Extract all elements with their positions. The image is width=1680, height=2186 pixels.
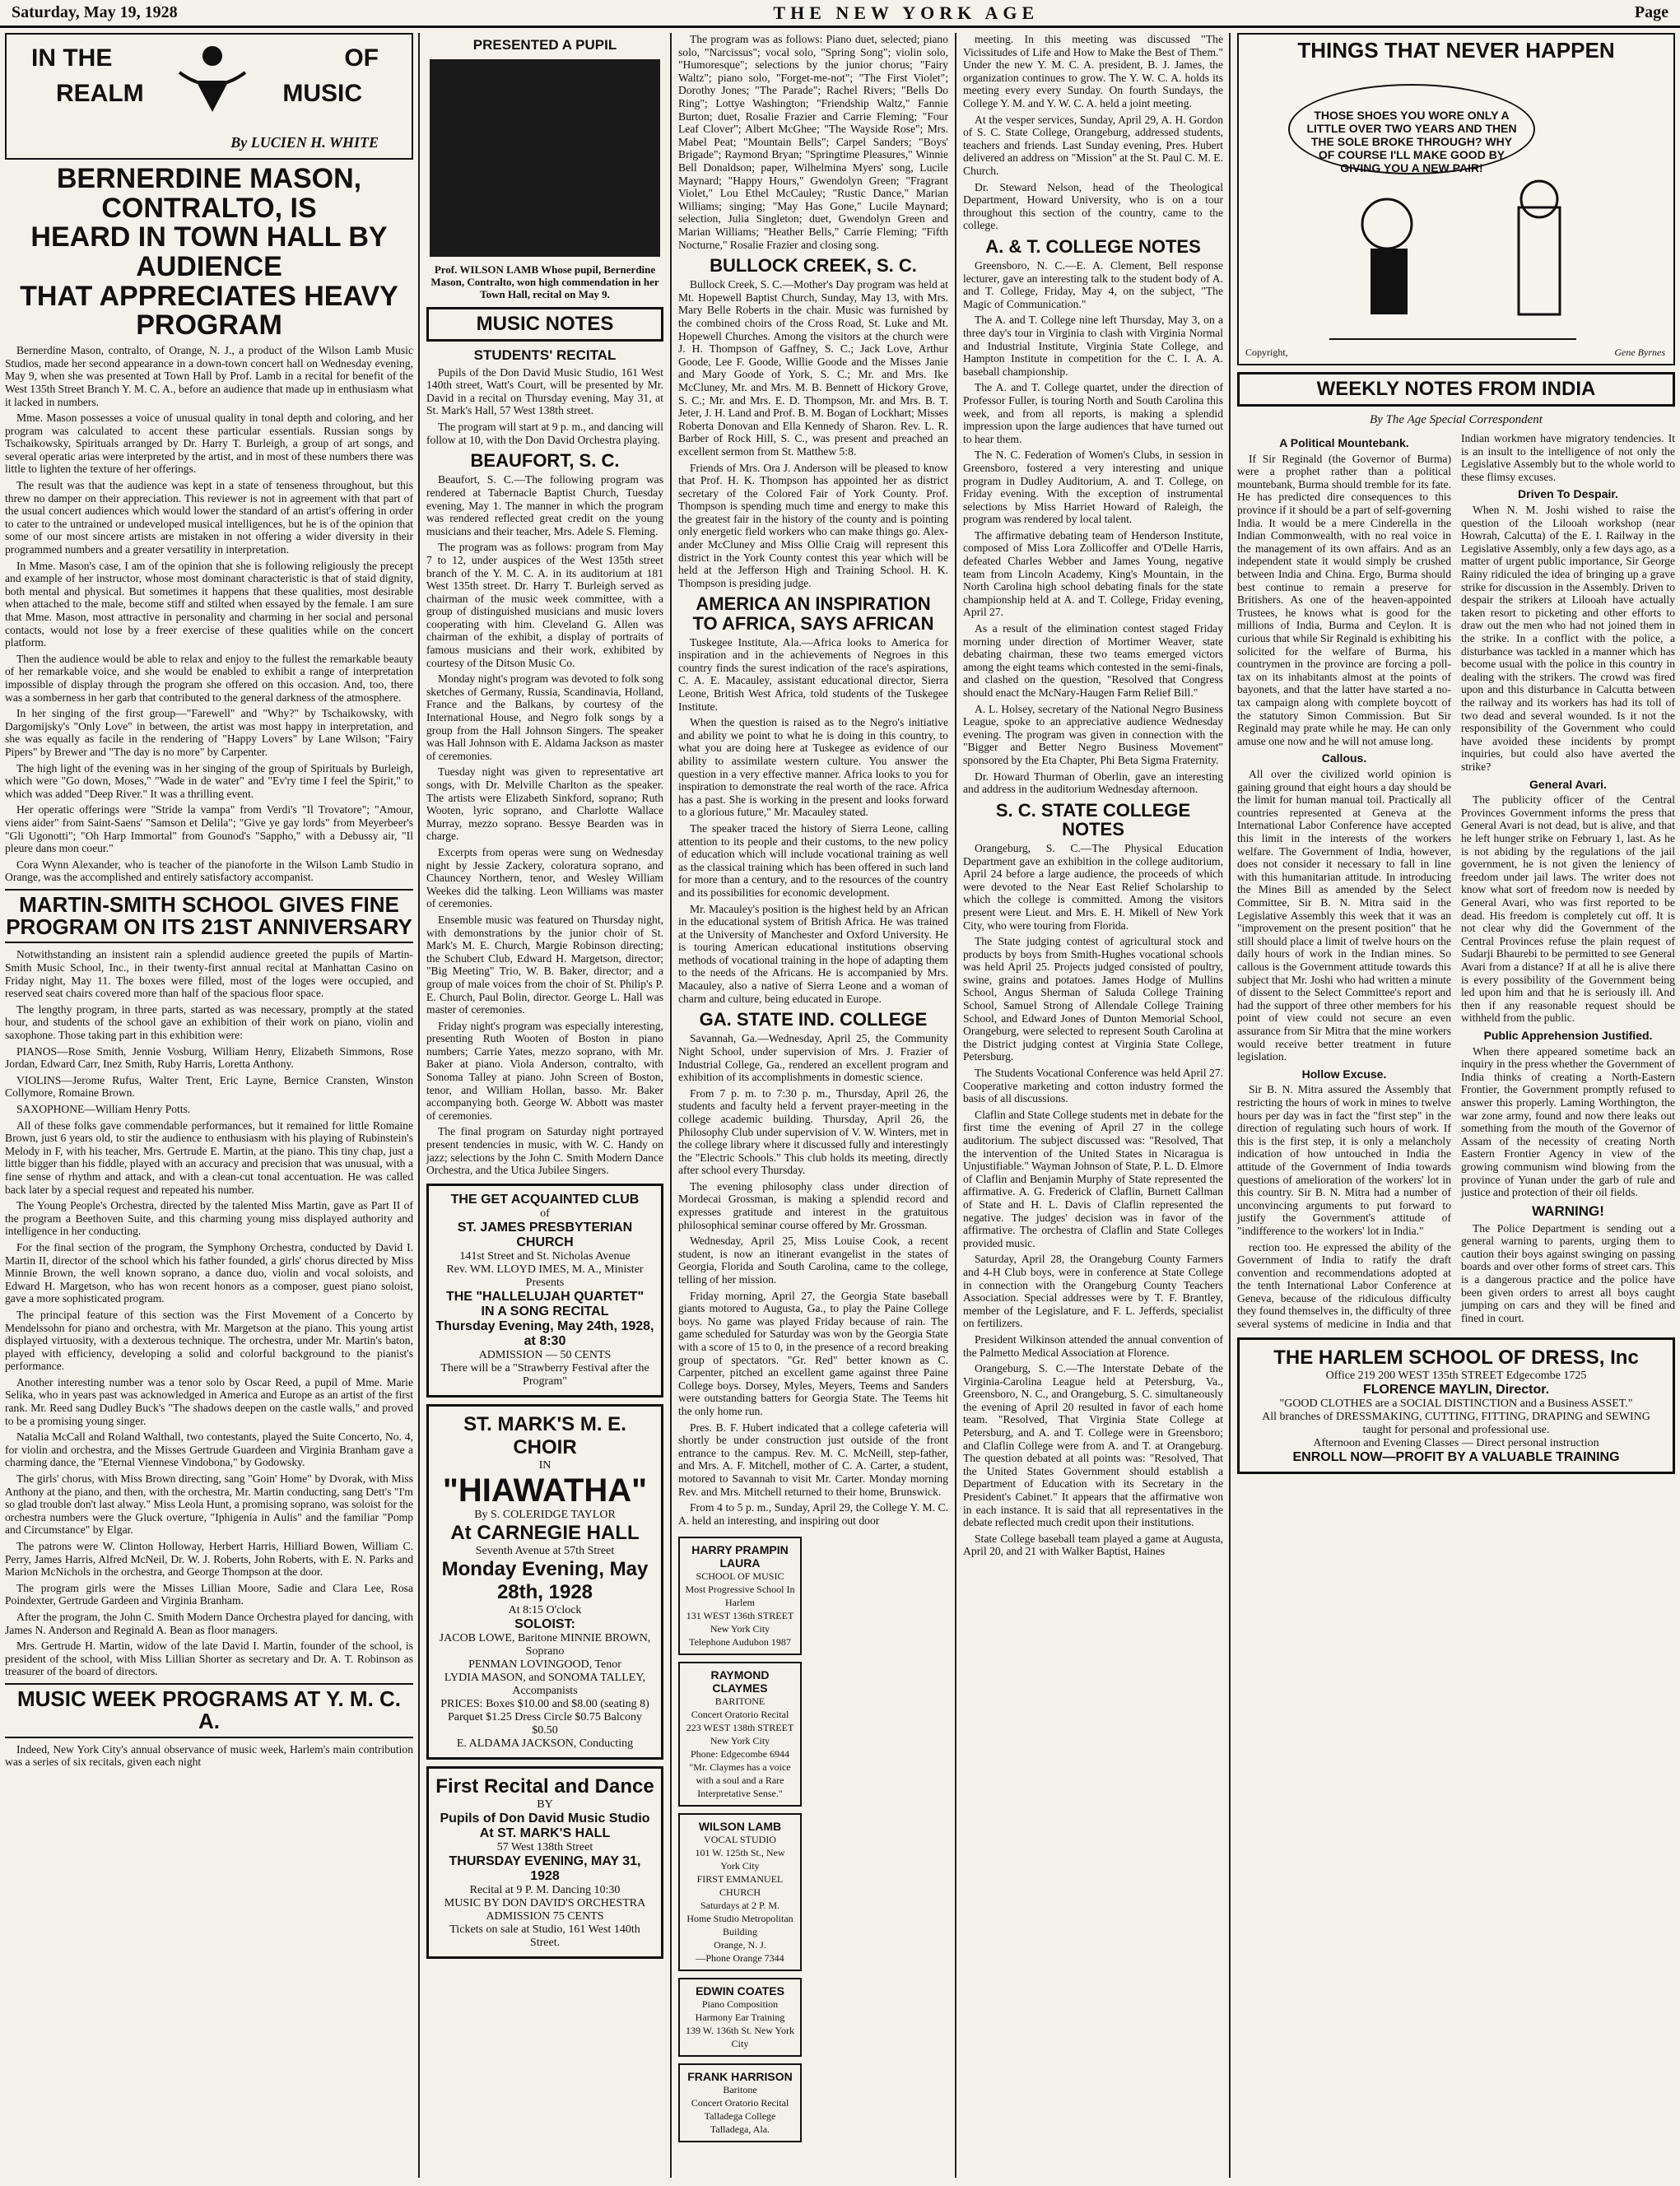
paragraph: Cora Wynn Alexander, who is teacher of the pianoforte in the Wilson Lamb Studio in Orange, was the accomplished and entirely satisfactory accompanist. [5, 858, 413, 884]
paragraph: rection too. He expressed the ability of the Government of India to ratify the draft convention and recommendations adopted at the tenth International Labor Conference at Geneva, because of the ridiculous difficulty they found themselves in, the difficulty of three several systems of medicine in India and that Indian workmen have migratory tendencies. It is an insult to the intelligence of not only the Legislative Assembly but to the whole world to these flimsy excuses. [1237, 432, 1675, 1331]
paragraph: meeting. In this meeting was discussed "The Vicissitudes of Life and How to Make the Best of Them." Under the new Y. M. C. A. president, B. J. James, the organization continues to grow. The Y. W. C. A. holds its meeting every every Sunday. On fourth Sundays, the College Y. M. and Y. W. C. A. held a joint meeting. [963, 33, 1223, 109]
lyre-ornament-icon [171, 40, 254, 114]
header-word: REALM [56, 80, 144, 107]
subhead: Public Apprehension Justified. [1483, 1028, 1653, 1042]
card-frank-harrison: FRANK HARRISON Baritone Concert Oratorio Recital Talladega College Talladega, Ala. [678, 2063, 802, 2142]
subhead: General Avari. [1529, 777, 1607, 791]
column-rule [670, 33, 672, 2178]
paragraph: Friday night's program was especially interesting, presenting Ruth Wooten of Boston in piano numbers; Carrie Yates, mezzo soprano, with Mr. Baker at piano. Viola Anderson, contralto, with Sonoma Talley at piano. John Screen of Boston, tenor, and William Hollan, basso. Mr. Baker accompanying both. George W. Abbott was master of ceremonies. [426, 1019, 663, 1122]
card-wilson-lamb: WILSON LAMB VOCAL STUDIO 101 W. 125th St., New York City FIRST EMMANUEL CHURCH Saturdays at 2 P. M. Home Studio Metropolitan Building Orange, N. J. —Phone Orange 7344 [678, 1813, 802, 1971]
photo-heading: PRESENTED A PUPIL [472, 37, 617, 53]
headline: AMERICA AN INSPIRATION TO AFRICA, SAYS AFRICAN [692, 593, 934, 634]
paragraph: State College baseball team played a game at Augusta, April 20, and 21 with Walker Baptist, Haines [963, 1532, 1223, 1558]
paragraph: The A. and T. College nine left Thursday, May 3, on a three day's tour in Virginia to clash with Virginia Normal and Industrial Institute, Virginia State College, and Hampton Institute in competition for the C. I. A. A. baseball championship. [963, 314, 1223, 378]
header-word: IN THE [31, 44, 113, 72]
paragraph: The State judging contest of agricultural stock and products by boys from Smith-Hughes vocational schools was held April 25. Projects judged consisted of poultry, swine, grains and potatoes. James Hodge of Mullins School, Angus Sherman of Saluda College Training School, Samuel Strong of Allendale College Training School, and Edward Jones of Dunton Memorial School, Orangeburg, were selected to represent South Carolina at the District judging contest at Virginia State College, Petersburg. [963, 935, 1223, 1063]
advertisement-harlem-school-of-dress: THE HARLEM SCHOOL OF DRESS, Inc Office 219 200 WEST 135th STREET Edgecombe 1725 FLORENCE MAYLIN, Director. "GOOD CLOTHES are a SOCIAL DISTINCTION and a Business ASSET." All branches of DRESSMAKING, CUTTING, FITTING, DRAPING and SEWING taught for personal and professional use. Afternoon and Evening Classes — Direct personal instruction ENROLL NOW—PROFIT BY A VALUABLE TRAINING [1237, 1337, 1675, 1474]
paragraph: Orangeburg, S. C.—The Physical Education Department gave an exhibition in the college auditorium, April 24 before a large audience, the proceeds of which were devoted to the Near East Relief Scholarship to which the college is committed. Among the visitors present were Lieut. and Mrs. E. H. Mikell of New York City, who were touring from Florida. [963, 841, 1223, 932]
byline: By LUCIEN H. WHITE [230, 134, 379, 151]
subhead: A. & T. COLLEGE NOTES [985, 235, 1201, 257]
cartoon [1237, 33, 1675, 365]
card-edwin-coates: EDWIN COATES Piano Composition Harmony Ear Training 139 W. 136th St. New York City [678, 1978, 802, 2057]
subhead: WARNING! [1532, 1202, 1604, 1219]
issue-date: Saturday, May 19, 1928 [12, 3, 178, 21]
header-word: MUSIC [282, 80, 362, 107]
card-claymes: RAYMOND CLAYMES BARITONE Concert Oratorio Recital 223 WEST 138th STREET New York City Phone: Edgecombe 6944 "Mr. Claymes has a voice with a soul and a Rare Interpretative Sense." [678, 1662, 802, 1807]
header-word: OF [344, 44, 379, 72]
paragraph: Orangeburg, S. C.—The Interstate Debate of the Virginia-Carolina League held at Petersburg, Va., Greensboro, N. C., and Orangeburg, S. C. simultaneously the evening of April 20 resulted in favor of each home team. "Resolved, That Virginia State College at Petersburg, and A. and T. College were in Greensboro; and Claflin College were from A. and T. at Orangeburg. The question debated at all points was: "Resolved, That the United States Government should establish a Department of Education with its Secretary in the President's Cabinet." It appears that the affirmative won in each instance. It is said that all representatives in the debate reflected much credit upon their institutions. [963, 1362, 1223, 1529]
paragraph: Mrs. Gertrude H. Martin, widow of the late David I. Martin, founder of the school, is president of the school, with Miss Lillian Shorter as secretary and Dr. A. T. Robinson as treasurer of the board of directors. [5, 1640, 413, 1678]
paragraph: When N. M. Joshi wished to raise the question of the Lilooah workshop (near Howrah, Calcutta) of the E. I. Railway in the Legislative Assembly, only a few days ago, as a matter of urgent public importance, Sir George Rainy ridiculed the idea of bringing up a grave strike for discussion in the Assembly. Driven to despair the strikers at Lilooah have actually taken resort to picketing and other efforts to draw out the men who had not joined them in the strike. In a conflict with the police, a disturbance was tackled in a manner which has become usual with the police in this country in dealing with the strikers. The crowd was fired upon and this disturbance in Calcutta between the railway and its workers has had its toll of two dead and several wounded. Is it not the responsibility of the Government who could have avoided these incidents by prompt inquiries, but could also have averted the strike? [1461, 504, 1675, 773]
headline: BERNERDINE MASON, CONTRALTO, IS HEARD IN TOWN HALL BY AUDIENCE THAT APPRECIATES HEAVY PROGRAM [20, 163, 398, 342]
subhead: BEAUFORT, S. C. [470, 450, 620, 472]
paragraph: Mr. Macauley's position is the highest held by an African in the educational system of British Africa. He was trained at the University of Manchester and Oxford University. He is touring American educational institutions observing methods of vocational training in the hope of adapting them to the needs of the Africans. He is accompanied by Mrs. Macauley, also a native of Sierra Leone and a woman of charm and culture, being educated in Europe. [678, 902, 948, 1005]
paragraph: Friends of Mrs. Ora J. Anderson will be pleased to know that Prof. H. K. Thompson has appointed her as district secretary of the Colored Fair of York County. Prof. Thompson is spending much time and energy to make this the greatest fair in the history of the county and is pointing only energetic field workers who can make things go. Alex-ander McCluney and Miss Ollie Craig will represent this district in the York County contest this year which will be held at the Jefferson High and Training School. H. K. Thompson is presiding judge. [678, 461, 948, 589]
paragraph: The Students Vocational Conference was held April 27. Cooperative marketing and cotton industry formed the basis of all discussions. [963, 1067, 1223, 1105]
paragraph: From 7 p. m. to 7:30 p. m., Thursday, April 26, the students and faculty held a fervent prayer-meeting in the college academic building. Thursday, April 26, the Philosophy Club under supervision of V. W. Winters, met in the college library where it discussed fully and interestingly the "Electric Schools." This club holds its meeting, directly after school every Thursday. [678, 1086, 948, 1177]
paragraph: The A. and T. College quartet, under the direction of Professor Fuller, is touring North and South Carolina this week, and from all reports, is making a splendid impression upon the large audiences that have turned out to hear them. [963, 381, 1223, 445]
paragraph: The patrons were W. Clinton Holloway, Herbert Harris, Hilliard Bowen, William C. Perry, James Harris, Alfred McNeil, Dr. W. J. Roberts, John Roberts, with E. N. Parks and Marion McNichols in the orchestra, and George Thompson at the door. [5, 1540, 413, 1579]
paragraph: In her singing of the first group—"Farewell" and "Why?" by Tschaikowsky, with Dargomijsky's "Only Love" in between, the artist was most happy in interpretation, and she was equally as facile in the rendering of "Happy Lovers" by Lane Wilson; "Fairy Pipers" by Brewer and "The day is no more" by Carpenter. [5, 707, 413, 758]
subhead: GA. STATE IND. COLLEGE [699, 1009, 928, 1030]
paragraph: The high light of the evening was in her singing of the group of Spirituals by Burleigh, which were "Go down, Moses," "Wade in de water" and "Ev'ry time I feel the Spirit," to which was added "Deep River." It was a thrilling event. [5, 761, 413, 800]
column-music [0, 33, 418, 2179]
column-india [1232, 33, 1680, 2179]
paragraph: SAXOPHONE—William Henry Potts. [16, 1103, 191, 1115]
paragraph: Tuesday night was given to representative art songs, with Dr. Melville Charlton as the speaker. The artists were Elizabeth Sinkford, soprano; Ruth Wooten, lyric soprano, and Charlotte Wallace Murray, mezzo soprano. Bessye Bearden was in charge. [426, 765, 663, 843]
paragraph: Her operatic offerings were "Stride la vampa" from Verdi's "Il Trovatore"; "Amour, viens aider" from Saint-Saens' "Samson et Delila"; "Give ye gay lords" from Meyerbeer's "Gli Ugonotti"; "Oh Harp Immortal" from Gounod's "Sappho," with a Debussy air, "Il pleure dans mon coeur." [5, 803, 413, 855]
advertisement-recital-dance: First Recital and Dance BY Pupils of Don David Music Studio At ST. MARK'S HALL 57 West 138th Street THURSDAY EVENING, MAY 31, 1928 Recital at 9 P. M. Dancing 10:30 MUSIC BY DON DAVID'S ORCHESTRA ADMISSION 75 CENTS Tickets on sale at Studio, 161 West 140th Street. [426, 1766, 663, 1959]
paragraph: Sir B. N. Mitra assured the Assembly that restricting the hours of work in mines to twelve hours per day was in fact the "first step" in the direction of regulating such hours of work. If this is the first step, it is only a melancholy indication of how untouched in India the attitude of the Government of India towards questions of amelioration of the workers' lot in this country. Sir B. N. Mitra had a number of unconvincing arguments to put forward to justify the Government's attitude of "indifference to the workers' lot in India." [1237, 1083, 1451, 1237]
card-column [678, 1530, 802, 2149]
paragraph: As a result of the elimination contest staged Friday morning under direction of Mortimer Weaver, state debating chairman, these two teams emerged victors among the eight teams which contested in the semi-finals, and clashed on the question, "Resolved that Congress should enact the McNary-Haugen Farm Relief Bill." [963, 622, 1223, 699]
subhead: Callous. [1321, 751, 1367, 765]
paragraph: The publicity officer of the Central Provinces Government informs the press that General Avari is not dead, but is alive, and that he left hunger strike on February 1, last. As he is not abiding by the regulations of the jail government, he is not given the leniency of freedom under jail laws. The writer does not know what sort of freedom now is needed by General Avari, who was first reported to be dead. His freedom is completely cut off. It is not clear why did the Government of the Central Provinces refuse the plain request of Sudarji Bhaurebi to be permitted to see General Avari from a distance? If at all he is alive there is every possibility of the Government being led upon him and that he is seriously ill. And then if any reasonable request should be withheld from the public. [1461, 793, 1675, 1025]
paragraph: Saturday, April 28, the Orangeburg County Farmers and 4-H Club boys, were in conference at State College in connection with the Orangeburg County Teachers Association. Special addresses were by T. F. Brantley, member of the Legislature, and F. L. Jefferds, specialist on fertilizers. [963, 1253, 1223, 1330]
paragraph: From 4 to 5 p. m., Sunday, April 29, the College Y. M. C. A. held an interesting, and inspiring out door [678, 1501, 948, 1527]
paragraph: Excerpts from operas were sung on Wednesday night by Jessie Zackery, coloratura soprano, and Chauncey Northern, tenor, and Wesley William Weekes did the talking. Leon Williams was master of ceremonies. [426, 845, 663, 910]
paragraph: Claflin and State College students met in debate for the first time the evening of April 27 in the college auditorium. The subject discussed was: "Resolved, That the intervention of the United States in Nicaragua is Unjustifiable." Wayman Johnson of State, P. L. D. Elmore of Claflin and Benjamin Murphy of State represented the affirmative. A. G. Frederick of Claflin, Burnett Callman of State and H. L. Davis of Claflin represented the negative. The judges' decision was in favor of the affirmative. The orchestra of Claflin and State Colleges provided music. [963, 1108, 1223, 1249]
india-notes-body [1237, 432, 1675, 1331]
paragraph: Pupils of the Don David Music Studio, 161 West 140th street, Watt's Court, will be presented by Mr. David in a recital on Thursday evening, May 31, at St. Mark's Hall, 57 West 138th street. [426, 365, 663, 417]
headline: MUSIC WEEK PROGRAMS AT Y. M. C. A. [5, 1683, 413, 1738]
paragraph: After the program, the John C. Smith Modern Dance Orchestra played for dancing, with James N. Anderson and Reginald A. Bean as floor managers. [5, 1610, 413, 1636]
paragraph: A. L. Holsey, secretary of the National Negro Business League, spoke to an appreciative audience Wednesday evening. The program was given in connection with the "Bigger and Better Negro Business Movement" sponsored by the Eta Chapter, Phi Beta Sigma Fraternity. [963, 702, 1223, 766]
paragraph: The final program on Saturday night portrayed present tendencies in music, with W. C. Handy on jazz; selections by the John C. Smith Modern Dance Orchestra, and the Utica Jubilee Singers. [426, 1125, 663, 1177]
paragraph: Dr. Steward Nelson, head of the Theological Department, Howard University, who is on a tour throughout this section of the country, came to the college. [963, 180, 1223, 232]
paragraph: The N. C. Federation of Women's Clubs, in session in Greensboro, fostered a very interesting and unique program in Dudley Auditorium, A. and T. College, on Friday evening. With the exception of instrumental selections by Miss Harriet Howard of Raleigh, the program was rendered by local talent. [963, 449, 1223, 526]
paragraph: Ensemble music was featured on Thursday night, with demonstrations by the junior choir of St. Mark's M. E. Church, Margie Robinson directing; the Schubert Club, Edward H. Margetson, director; "Big Meeting" Trio, W. B. Baker, director; and a group of male voices from the choir of St. Philip's P. E. Church, Paul Bolin, director. George L. Hall was master of ceremonies. [426, 913, 663, 1016]
subhead: STUDENTS' RECITAL [473, 347, 617, 363]
paragraph: The result was that the audience was kept in a state of tenseness throughout, but this threw no damper on their appreciation. This reviewer is not in agreement with that part of the usual concert audiences which would lower the standard of an artist's offering in order to cater to the untrained or undeveloped musical intelligences, but he is of the opinion that some of our most sincere artists are mistaken in not offering a wider diversity in their programmed numbers and a greater versatility in interpretation. [5, 479, 413, 556]
paragraph: If Sir Reginald (the Governor of Burma) were a prophet rather than a political mountebank, Burma should tremble for its fate. He has predicted dire consequences to this province if it should be a part of self-governing India. It would be a mere Cinderella in the Indian Commonwealth, with no real voice in the management of its own affairs. And as an independent state it would simply be crushed between India and China. Ergo, Burma should best continue to remain a preserve for Britishers. As one of the heaven-appointed Trustees, he knows what is good for the millions of India, Burma and Ceylon. It is curious that while Sir Reginald is exhibiting his solicited for the welfare of Burma, his countrymen in the province are forcing a poll-tax on its inhabitants almost at the points of bayonets, and that the latter have started a no-tax campaign along with complete boycott of the statutory Simon Commission. But Sir Reginald may prate while he may. He can only amuse one now and he will not amuse long. [1237, 452, 1451, 747]
paragraph: President Wilkinson attended the annual convention of the Palmetto Medical Association at Florence. [963, 1333, 1223, 1359]
column-rule [418, 33, 420, 2178]
india-notes-heading: WEEKLY NOTES FROM INDIA [1237, 372, 1675, 407]
paragraph: The program was as follows: program from May 7 to 12, under auspices of the West 135th street branch of the Y. M. C. A. in its auditorium at 181 West 135th street. Dr. Harry T. Burleigh served as chairman of the music week committee, with a group of distinguished musicians and music lovers cooperating with him. Cleveland G. Allen was chairman of the exhibit, a display of portraits of famous musicians and their work, exhibited by courtesy of the Ditson Music Co. [426, 541, 663, 669]
portrait-photo [430, 59, 660, 257]
newspaper-title: THE NEW YORK AGE [773, 2, 1040, 23]
subhead: Hollow Excuse. [1301, 1067, 1387, 1081]
paragraph: The evening philosophy class under direction of Mordecai Grossman, is making a splendid record and expresses gratitude and interest in the gratuitous philosophical seminar course offered by Mr. Grossman. [678, 1179, 948, 1231]
paragraph: At the vesper services, Sunday, April 29, A. H. Gordon of S. C. State College, Orangeburg, addressed students, teachers and friends. Last Sunday evening, Pres. Hubert delivered an address on "Mission" at the St. Paul C. M. E. Church. [963, 113, 1223, 177]
advertisement-get-acquainted-club: THE GET ACQUAINTED CLUB of ST. JAMES PRESBYTERIAN CHURCH 141st Street and St. Nicholas Avenue Rev. WM. LLOYD IMES, M. A., Minister Presents THE "HALLELUJAH QUARTET" IN A SONG RECITAL Thursday Evening, May 24th, 1928, at 8:30 ADMISSION — 50 CENTS There will be a "Strawberry Festival after the Program" [426, 1184, 663, 1398]
page-label: Page [1634, 3, 1668, 21]
subhead: A Political Mountebank. [1279, 436, 1409, 449]
paragraph: All of these folks gave commendable performances, but it remained for little Romaine Brown, just 6 years old, to stir the audience to enthusiasm with his playing of Rubinstein's Melody in F, with his teacher, Mrs. Gertrude E. Martin, at the piano. This tiny chap, just a little bigger than his fiddle, played with an accuracy and precision that was unusual, with a fine sense of rhythm and attack, and with a clean-cut tonal accentuation. He was called back later by a special request and repeated his number. [5, 1119, 413, 1196]
paragraph: Greensboro, N. C.—E. A. Clement, Bell response lecturer, gave an interesting talk to the student body of A. and T. College, Friday, May 4, on the subject, "The Magic of Communication." [963, 259, 1223, 310]
paragraph: The program girls were the Misses Lillian Moore, Sadie and Clara Lee, Rosa Poindexter, Gertrude Gardeen and Virginia Branham. [5, 1581, 413, 1607]
advertisement-hiawatha: ST. MARK'S M. E. CHOIR IN "HIAWATHA" By S. COLERIDGE TAYLOR At CARNEGIE HALL Seventh Avenue at 57th Street Monday Evening, May 28th, 1928 At 8:15 O'clock SOLOIST: JACOB LOWE, Baritone MINNIE BROWN, Soprano PENMAN LOVINGOOD, Tenor LYDIA MASON, and SONOMA TALLEY, Accompanists PRICES: Boxes $10.00 and $8.00 (seating 8) Parquet $1.25 Dress Circle $0.75 Balcony $0.50 E. ALDAMA JACKSON, Conducting [426, 1404, 663, 1760]
paragraph: Bernerdine Mason, contralto, of Orange, N. J., a product of the Wilson Lamb Music Studios, made her second appearance in a down-town concert hall on Wednesday evening, May 9, when she was presented at Town Hall by Prof. Lamb in a recital for benefit of the West 135th Street Branch Y. M. C. A., before an audience that made up in enthusiasm what it lacked in numbers. [5, 344, 413, 408]
paragraph: Indeed, New York City's annual observance of music week, Harlem's main contribution was a series of six recitals, given each night [5, 1742, 413, 1769]
subhead: BULLOCK CREEK, S. C. [710, 255, 917, 277]
column-music-notes [421, 33, 668, 2179]
paragraph: Notwithstanding an insistent rain a splendid audience greeted the pupils of Martin-Smith Music School, Inc., in their twenty-first annual recital at Manhattan Casino on Friday night, May 11. The boxes were filled, most of the loges were occupied, and reserved seat chairs covered more than half of the spacious floor space. [5, 948, 413, 1000]
realm-of-music-header [5, 33, 413, 160]
column-college-notes [958, 33, 1228, 2179]
paragraph: The program will start at 9 p. m., and dancing will follow at 10, with the Don David Orchestra playing. [426, 421, 663, 446]
paragraph: Mme. Mason possesses a voice of unusual quality in tonal depth and coloring, and her program was calculated to accent these particular essentials. Russian songs by Tschaikowsky, Spirituals arranged by Dr. Harry T. Burleigh, a group of art songs, and several operatic arias were interpreted by the artist, and in most of these numbers there was little to lighten the texture of her offerings. [5, 412, 413, 476]
photo-caption: Prof. WILSON LAMB Whose pupil, Bernerdine Mason, Contralto, won high commendation in her Town Hall, recital on May 9. [430, 263, 659, 300]
paragraph: Monday night's program was devoted to folk song sketches of Germany, Russia, Scandinavia, Holland, France and the Balkans, by courtesy of the International House, and Negro folk songs by a group from the Hall Johnson Singers. The speaker was Hall Johnson with E. Aldama Jackson as master of ceremonies. [426, 672, 663, 762]
paragraph: When there appeared sometime back an inquiry in the press whether the Government of India thinks of creating a North-Eastern Frontier, the Government promptly refused to answer this properly. Laming Worthington, the war zone army, found and now there leaks out something from the mouth of the Governor of Assam of the necessity of creating North Eastern Frontier Agency in view of the growing communism wind blowing from the province of Yunan under the garb of rule and justice and protection of their oil fields. [1461, 1044, 1675, 1199]
cartoon-title: THINGS THAT NEVER HAPPEN [1297, 38, 1615, 63]
paragraph: The Police Department is sending out a general warning to parents, urging them to caution their boys against swinging on passing boards and over other forms of street cars. This is a dangerous practice and the police have been given orders to arrest all boys caught jumping on cars and they will be fined and fined in court. [1461, 1221, 1675, 1324]
cartoon-copyright: Copyright, [1245, 347, 1288, 358]
paragraph: The principal feature of this section was the First Movement of a Concerto by Mendelssohn for piano and orchestra, with Mr. Margetson at the piano. This young artist displayed virtuosity, with a dexterous technique. The orchestra, under Mr. Martin's baton, played with efficiency, developing a solid and colorful background to the pianist's performance. [5, 1308, 413, 1373]
paragraph: Wednesday, April 25, Miss Louise Cook, a recent student, is now an itinerant evangelist in the states of Georgia, Florida and South Carolina, came to the college, telling of her mission. [678, 1235, 948, 1286]
column-rule [1229, 33, 1231, 2178]
paragraph: Natalia McCall and Roland Walthall, two contestants, played the Suite Concerto, No. 4, for violin and orchestra, and the Misses Gertrude Guardeen and Virginia Branham gave a charming dance, the "Eternal Viennese Vindobona," by Godowsky. [5, 1430, 413, 1469]
subhead: S. C. STATE COLLEGE NOTES [995, 799, 1191, 840]
paragraph: Another interesting number was a tenor solo by Oscar Reed, a pupil of Mme. Marie Selika, who in years past was acknowledged in America and Europe as an artist of the first rank. Mr. Reed sang Dudley Buck's "The shadows deepen on the castle walls," and proved to be a promising young singer. [5, 1375, 413, 1427]
column-news [673, 33, 953, 2179]
paragraph: VIOLINS—Jerome Rufus, Walter Trent, Eric Layne, Bernice Cransten, Winston Collymore, Romaine Brown. [5, 1073, 413, 1100]
subhead: Driven To Despair. [1518, 487, 1618, 501]
paragraph: Savannah, Ga.—Wednesday, April 25, the Community Night School, under supervision of Mrs. J. Frazier of Industrial College, Ga., rendered an excellent program and exhibition of its accomplishments in domestic science. [678, 1032, 948, 1084]
masthead [0, 0, 1680, 28]
paragraph: When the question is raised as to the Negro's initiative and ability we point to what he is doing in this country, to what you are doing here at Tuskegee as evidence of our ability to assimilate western culture. You answer the question in a very effective manner. Africa looks to you for inspiration to demonstrate the real worth of the race. Africa has a past. She is working in the present and looks forward to a glorious future," Mr. Macauley stated. [678, 716, 948, 819]
column-rule [955, 33, 956, 2178]
paragraph: Friday morning, April 27, the Georgia State baseball giants motored to Augusta, Ga., to play the Paine College boys. No game was played Friday because of rain. The game scheduled for Saturday was won by the Georgia State with a score of 15 to 0, in the presence of a record breaking group of spectators. "Gr. Red" better known as C. Carpenter, pitched an excellent game against three Paine College boys. Dorsey, Myles, Meyers, Teems and Sanders were outstanding batters for Georgia State. The Teems hit the only home run. [678, 1289, 948, 1417]
paragraph: The Young People's Orchestra, directed by the talented Miss Martin, gave as Part II of the program a Beethoven Suite, and this charming young miss displayed authority and intelligence in her conducting. [5, 1199, 413, 1238]
paragraph: Dr. Howard Thurman of Oberlin, gave an interesting and address in the auditorium Wednesday afternoon. [963, 770, 1223, 796]
headline: MARTIN-SMITH SCHOOL GIVES FINE PROGRAM ON ITS 21ST ANNIVERSARY [5, 889, 413, 944]
paragraph: All over the civilized world opinion is gaining ground that eight hours a day should be the limit for human manual toil. Practically all countries represented at Geneva at the International Labor Conference have accepted this limit in the interests of the workers welfare. The Government of India, however, does not consider it necessary to fall in line with this humanitarian attitude. In introducing the Mines Bill as amended by the Select Committee, Sir B. N. Mitra said in the Legislative Assembly this week that it was an "improvement on the present position" that he still should place a limit of twelve hours on the daily hours of work in the Indian mines. So callous is the Government attitude towards this subject that Mr. Joshi who had written a minute of dissent to the Select Committee's report and had the support of three other members for his point of view could not secure an even assurance from Sir Mitra that the mine workers would receive better treatment in future legislation. [1237, 768, 1451, 1063]
cartoon-signature: Gene Byrnes [1614, 347, 1665, 358]
byline: By The Age Special Correspondent [1370, 413, 1543, 426]
music-notes-heading: MUSIC NOTES [426, 307, 663, 342]
paragraph: The lengthy program, in three parts, started as was necessary, promptly at the stated hour, and students of the school gave an exhibition of their work on piano, violin and saxophone. Those taking part in this exhibition were: [5, 1002, 413, 1042]
paragraph: The speaker traced the history of Sierra Leone, calling attention to its people and their customs, to the new policy of education which will include vocational training as well as the classical training which has been offered in such land for more than a century, and to the resources of the country and its possibilities for economic development. [678, 821, 948, 899]
paragraph: Pres. B. F. Hubert indicated that a college cafeteria will shortly be under construction just outside of the front entrance to the campus. Rev. M. C. McNeill, step-father, and Mrs. A. F. Mitchell, mother of C. A. Carter, a student, motored to Savannah to visit Mr. Carter. Monday morning Rev. and Mrs. Mitchell returned to their home, Brunswick. [678, 1421, 948, 1498]
paragraph: Bullock Creek, S. C.—Mother's Day program was held at Mt. Hopewell Baptist Church, Sunday, May 13, with Mrs. Mary Belle Roberts in the chair. Music was furnished by the combined choirs of the Cross Road, St. Luke and Mt. Hopewell Churches. Among the visitors at the church were J. H. Thompson of Gaffney, S. C.; Jack Love, Arthur Goode, Lee F. Goode, Willie Goode and the Misses Janie and Mary Goode of York, S. C.; Mr. and Mrs. Ike McCluney, Mr. and Mrs. M. B. Bennett of Hickory Grove, S. C.; Mr. and Mrs. E. D. Thompson, Mr. and Mrs. B. T. Jeter, J. H. Land and Prof. B. M. Bogan of Lockhart; Misses Roberta Donovan and Ella Kennedy of Sharon. Rev. L. R. Barber of Rock Hill, S. C., was present and preached an excellent sermon from St. Matthew 5:8. [678, 278, 948, 458]
paragraph: Beaufort, S. C.—The following program was rendered at Tabernacle Baptist Church, Tuesday evening, May 1. The manner in which the program was rendered reflected great credit on the young musicians and their teacher, Mrs. Adele S. Fleming. [426, 473, 663, 537]
paragraph: The affirmative debating team of Henderson Institute, composed of Miss Lora Zollicoffer and O'Delle Harris, defeated Charles Webber and James Young, negative team from Lincoln Academy, King's Mountain, in the North Carolina high school debating finals for the state championship held at A. and T. College, Friday evening, April 27. [963, 528, 1223, 619]
cartoon-figure-icon [1329, 174, 1576, 356]
paragraph: The girls' chorus, with Miss Brown directing, sang "Goin' Home" by Dvorak, with Miss Anthony at the piano, and then, with the orchestra, Mr. Martin conducting, sang Dett's "I'm so glad trouble don't last alway." Miss Leola Hunt, a promising soprano, was soloist for the orchestra numbers were the Gluck overture, "Iphigenia in Aulis" and the familiar "Pomp and Circumstance" by Elgar. [5, 1472, 413, 1537]
speech-bubble: THOSE SHOES YOU WORE ONLY A LITTLE OVER TWO YEARS AND THEN THE SOLE BROKE THROUGH? WHY OF COURSE I'LL MAKE GOOD BY GIVING YOU A NEW PAIR! [1288, 84, 1535, 174]
paragraph: Tuskegee Institute, Ala.—Africa looks to America for inspiration and in the achievements of Negroes in this country finds the surest indication of the race's aspirations, C. A. E. Macauley, assistant educational director, Sierra Leone, British West Africa, told students of the Tuskegee Institute. [678, 635, 948, 713]
paragraph: PIANOS—Rose Smith, Jennie Vosburg, William Henry, Elizabeth Simmons, Rose Jordan, Edward Carr, Inez Smith, Ruby Harris, Loretta Anthony. [5, 1044, 413, 1071]
paragraph: For the final section of the program, the Symphony Orchestra, conducted by David I. Martin II, director of the school which his father founded, a girls' chorus directed by Miss Minnie Brown, the well known soprano, a dance duo, violin and vocal soloists, and Edward H. Margetson, who has won recent honors as a composer, guest piano soloist, gave a more sophisticated program. [5, 1240, 413, 1305]
paragraph: The program was as follows: Piano duet, selected; piano solo, "Narcissus"; vocal solo, "Spring Song"; violin solo, "Humoresque"; selections by the junior chorus; "Fairy Waltz"; piano solo, "Forget-me-not"; "The First Violet"; Dorothy Jones; "The Parade"; Rachel Rivers; "Bells Do Ring"; Lottye Washington; "Friendship Waltz," Fannie Burton; duet, Rosalie Frazier and Carrie Fleming; "Four Leaf Clover"; Albert McGhee; "The Wayside Rose"; Mrs. Mabel Peat; "Mountain Bells"; Carpel Sanders; "Boys' Brigade"; Raymond Bryan; "Springtime Pleasures," Winnie Bell Donaldson; paper, Wilhelmina Myers' song, Lucile Maynard; "Happy Hours," Gwendolyn Green; "Fragrant Violet," Lou Ethel McCauley; "Rustic Dance," Marian Williams; singing; "May Has Gone," Lucile Maynard; selection, Julia Singleton; duet, Gwendolyn Green and Marian Williams; "Heather Bells," Carrie Fleming; "Fifth Nocturne," Rosalie Frazier and closing song. [678, 33, 948, 251]
paragraph: Then the audience would be able to relax and enjoy to the fullest the remarkable beauty of her remarkable voice, and she would be enabled to exhibit a range of interpretation impossible of display through the program she offered on this occasion. And, too, there was a somberness in her garb that contributed to the general darkness of the atmosphere. [5, 652, 413, 704]
card-prampin: HARRY PRAMPIN LAURA SCHOOL OF MUSIC Most Progressive School In Harlem 131 WEST 136th STREET New York City Telephone Audubon 1987 [678, 1537, 802, 1655]
paragraph: In Mme. Mason's case, I am of the opinion that she is following religiously the precept and example of her instructor, whose most dominant characteristic is that of staid dignity, both mental and physical. But sometimes it happens that these qualities, most desirable when attached to the male, become stiff and stilted when essayed by the female. I am sure that Mme. Mason, most attractive in personality and charming in her social and personal contacts, would not lose by a freer exercise of these qualities while on the concert platform. [5, 559, 413, 649]
